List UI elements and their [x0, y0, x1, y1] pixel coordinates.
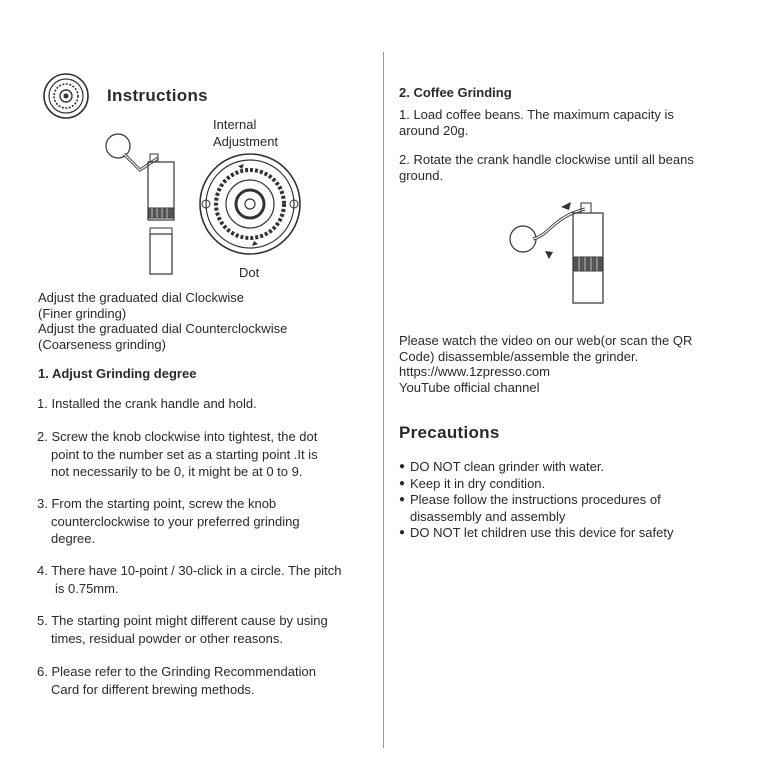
grinder-with-handle-illustration [100, 130, 190, 280]
step-2: 2. Screw the knob clockwise into tightest, the dot point to the number set as a starting point .It is not necessarily to be 0, it might be at 0 to 9. [37, 429, 318, 479]
precaution-item: ● Please follow the instructions procedures of disassembly and assembly [399, 492, 673, 525]
instructions-title: Instructions [107, 86, 208, 105]
grinding-step-1: 1. Load coffee beans. The maximum capacity is around 20g. [399, 107, 674, 138]
step-6: 6. Please refer to the Grinding Recommendation Card for different brewing methods. [37, 664, 316, 697]
grinder-logo-icon [42, 72, 90, 120]
video-instructions-text: Please watch the video on our web(or scan the QR Code) disassemble/assemble the grinder. https://www.1zpresso.com YouTube official channel [399, 333, 693, 395]
precaution-item: ● Keep it in dry condition. [399, 476, 673, 493]
precautions-title: Precautions [399, 423, 500, 442]
coffee-grinding-heading: 2. Coffee Grinding [399, 85, 512, 100]
step-4: 4. There have 10-point / 30-click in a circle. The pitch is 0.75mm. [37, 563, 342, 596]
precaution-item: ● DO NOT clean grinder with water. [399, 459, 673, 476]
step-5: 5. The starting point might different cause by using times, residual powder or other reasons. [37, 613, 328, 646]
grinder-rotation-illustration [505, 195, 615, 305]
internal-adjustment-label: Internal Adjustment [213, 117, 279, 149]
grinding-step-2: 2. Rotate the crank handle clockwise until all beans ground. [399, 152, 694, 183]
precaution-item: ● DO NOT let children use this device for safety [399, 525, 673, 542]
adjustment-dial-illustration [198, 152, 302, 262]
precautions-list [399, 459, 673, 542]
step-3: 3. From the starting point, screw the knob counterclockwise to your preferred grinding degree. [37, 496, 300, 546]
adjust-grinding-degree-heading: 1. Adjust Grinding degree [38, 366, 197, 381]
step-1: 1. Installed the crank handle and hold. [37, 396, 257, 411]
dot-label: Dot [239, 265, 260, 280]
adjust-dial-text: Adjust the graduated dial Clockwise (Finer grinding) Adjust the graduated dial Counterclockwise (Coarseness grinding) [38, 290, 288, 352]
column-divider [383, 52, 384, 748]
